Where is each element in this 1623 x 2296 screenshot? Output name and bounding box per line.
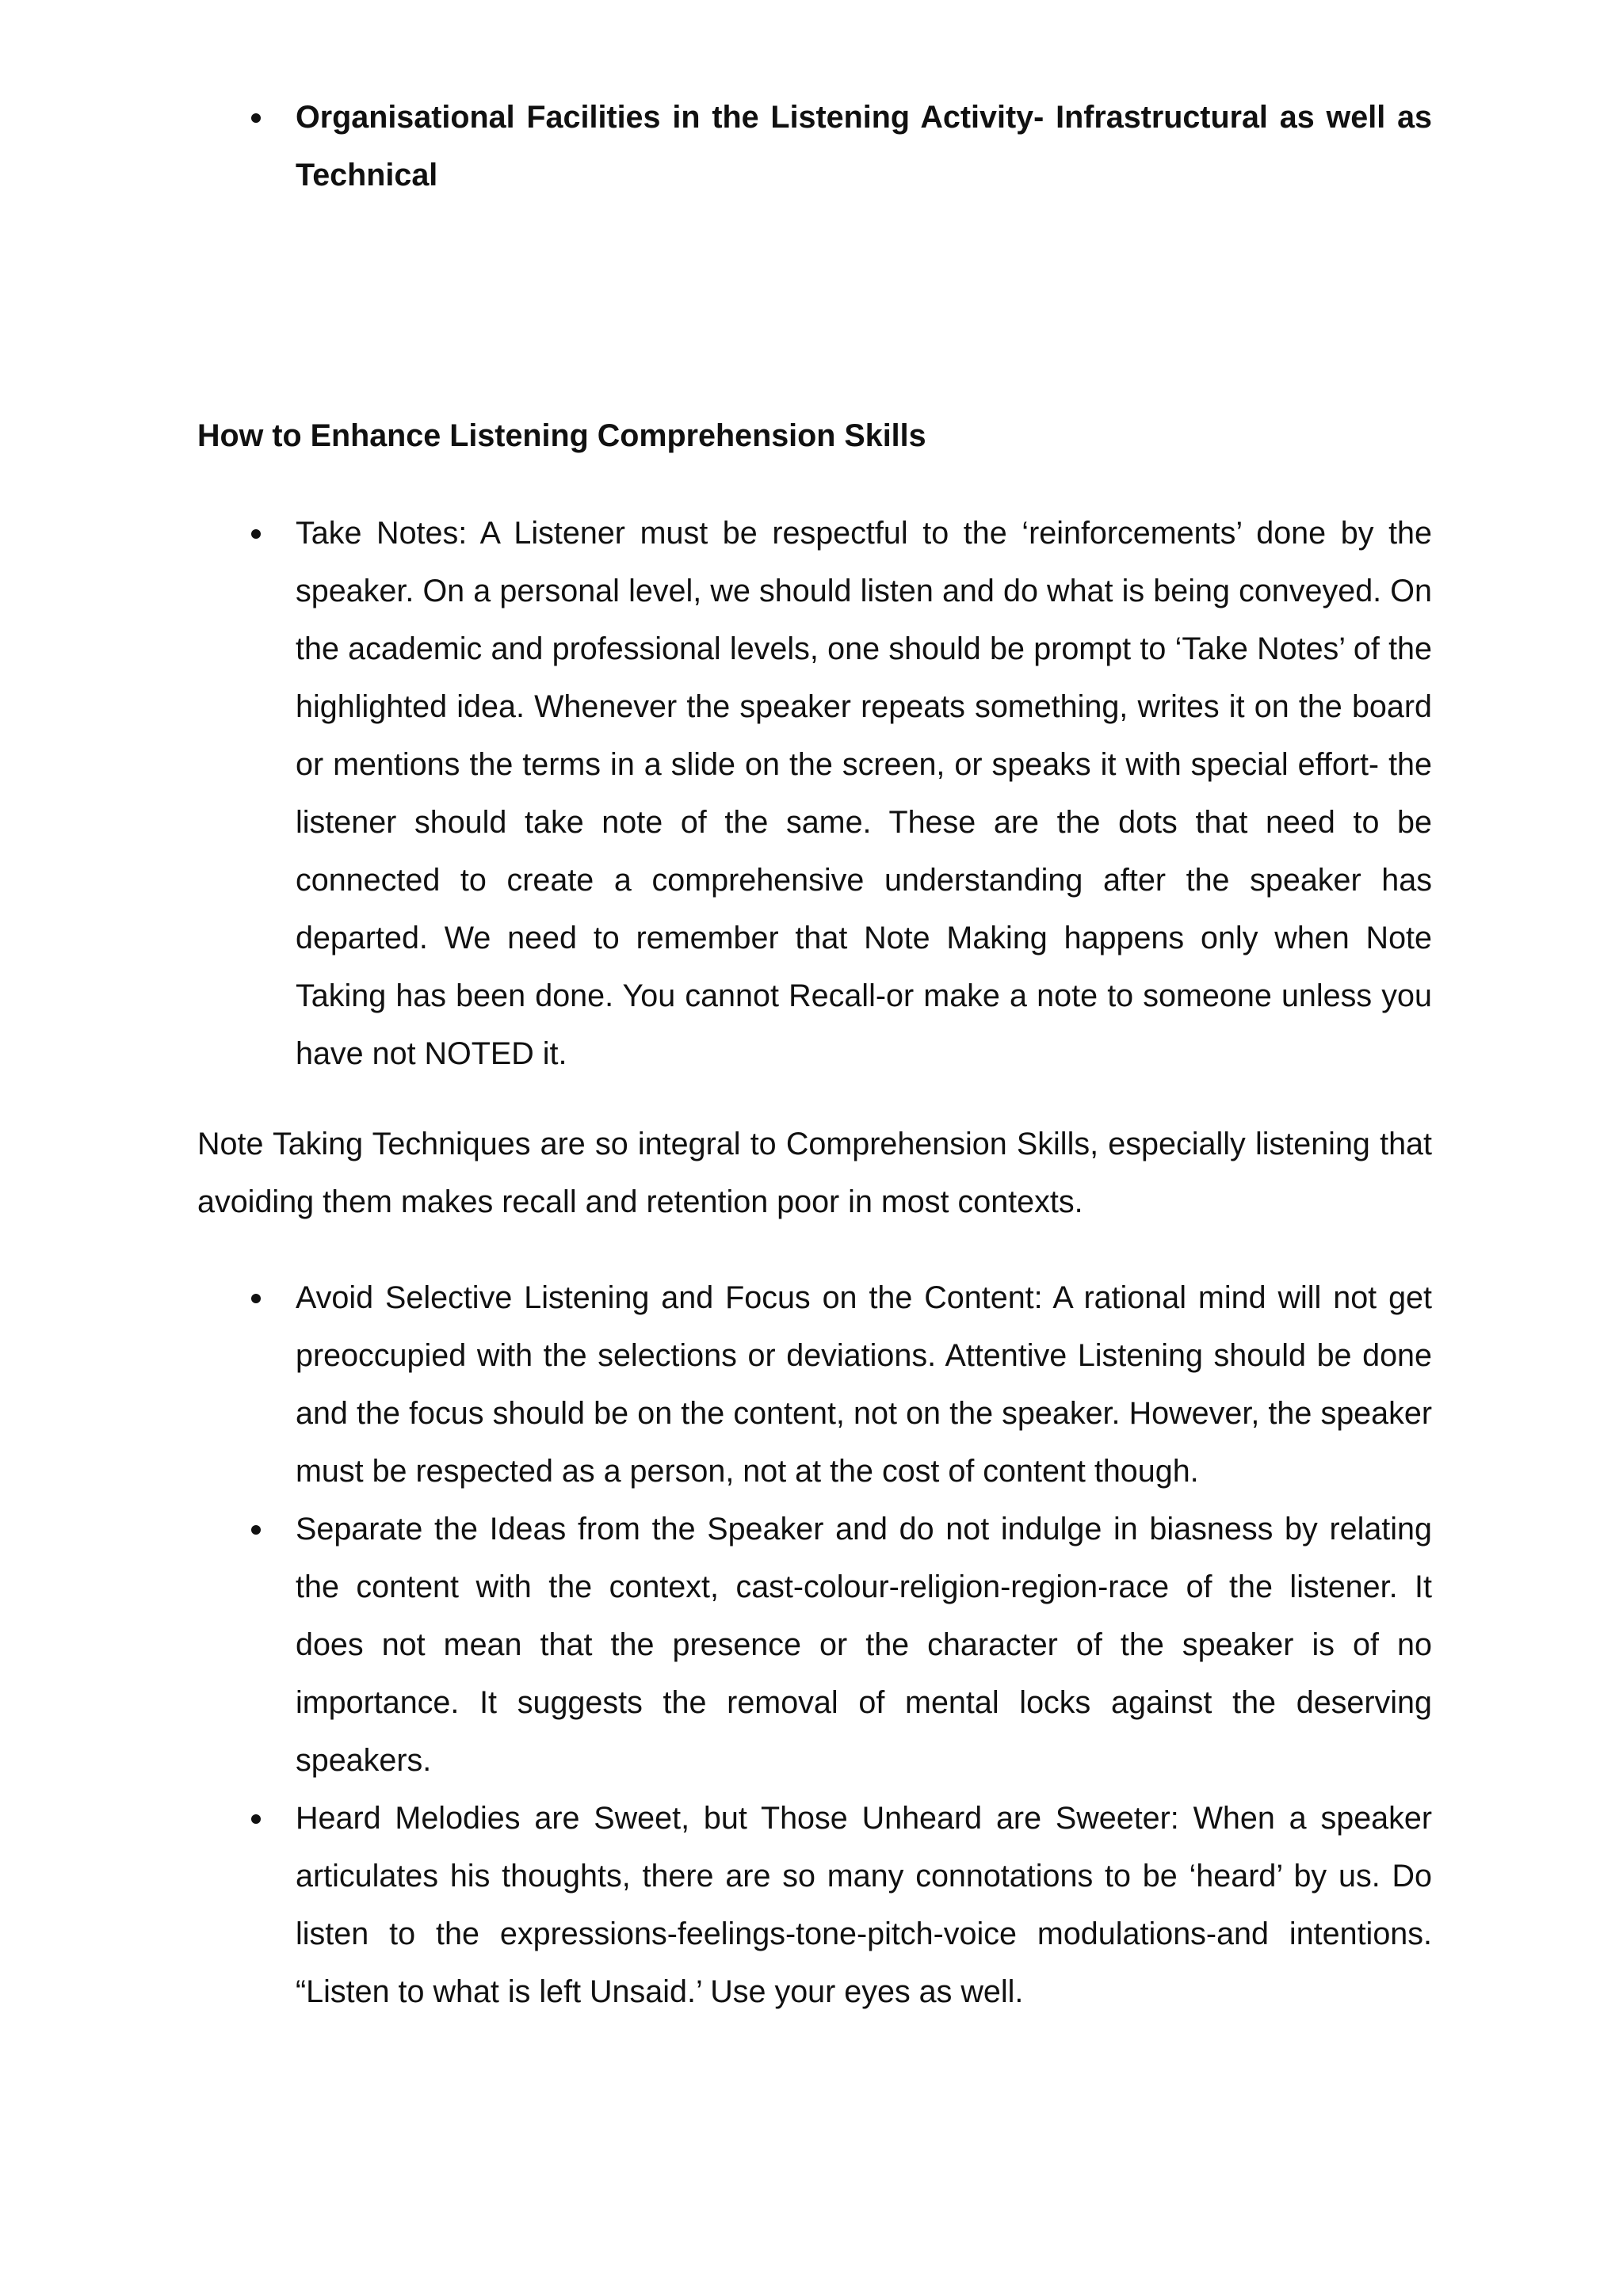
bullet-text: Heard Melodies are Sweet, but Those Unheard are Sweeter: When a speaker articulates his thoughts, there are so many connotations to be ‘heard’ by us. Do listen to the expressions-feelings-tone-pitch-voice modulations-and intentions. “Listen to what is left Unsaid.’ Use your eyes as well.: [296, 1801, 1432, 2009]
bullet-text: Organisational Facilities in the Listening Activity- Infrastructural as well as Technical: [296, 100, 1432, 193]
section-heading: How to Enhance Listening Comprehension Skills: [197, 418, 926, 453]
bullet-icon: [251, 1294, 261, 1303]
bullet-list-take-notes: [296, 505, 1432, 1083]
bullet-icon: [251, 529, 261, 539]
bullet-icon: [251, 113, 261, 123]
paragraph-text: Note Taking Techniques are so integral to Comprehension Skills, especially listening that avoiding them makes recall and retention poor in most contexts.: [197, 1127, 1432, 1219]
bullet-icon: [251, 1814, 261, 1824]
list-item: [296, 1790, 1432, 2021]
bullet-text: Take Notes: A Listener must be respectful to the ‘reinforcements’ done by the speaker. On a personal level, we should listen and do what is being conveyed. On the academic and professional levels, one should be prompt to ‘Take Notes’ of the highlighted idea. Whenever the speaker repeats something, writes it on the board or mentions the terms in a slide on the screen, or speaks it with special effort- the listener should take note of the same. These are the dots that need to be connected to create a comprehensive understanding after the speaker has departed. We need to remember that Note Making happens only when Note Taking has been done. You cannot Recall-or make a note to someone unless you have not NOTED it.: [296, 516, 1432, 1071]
list-item: [296, 1269, 1432, 1501]
bullet-list-listening-tips: [296, 1269, 1432, 2021]
top-bullet-list: [296, 89, 1432, 204]
list-item: [296, 505, 1432, 1083]
bullet-text: Avoid Selective Listening and Focus on the Content: A rational mind will not get preoccupied with the selections or deviations. Attentive Listening should be done and the focus should be on the content, not on the speaker. However, the speaker must be respected as a person, not at the cost of content though.: [296, 1280, 1432, 1489]
list-item: [296, 89, 1432, 204]
list-item: [296, 1501, 1432, 1790]
bullet-icon: [251, 1525, 261, 1535]
bullet-text: Separate the Ideas from the Speaker and do not indulge in biasness by relating the content with the context, cast-colour-religion-region-race of the listener. It does not mean that the presence or the character of the speaker is of no importance. It suggests the removal of mental locks against the deserving speakers.: [296, 1512, 1432, 1778]
body-paragraph: [197, 1116, 1432, 1231]
